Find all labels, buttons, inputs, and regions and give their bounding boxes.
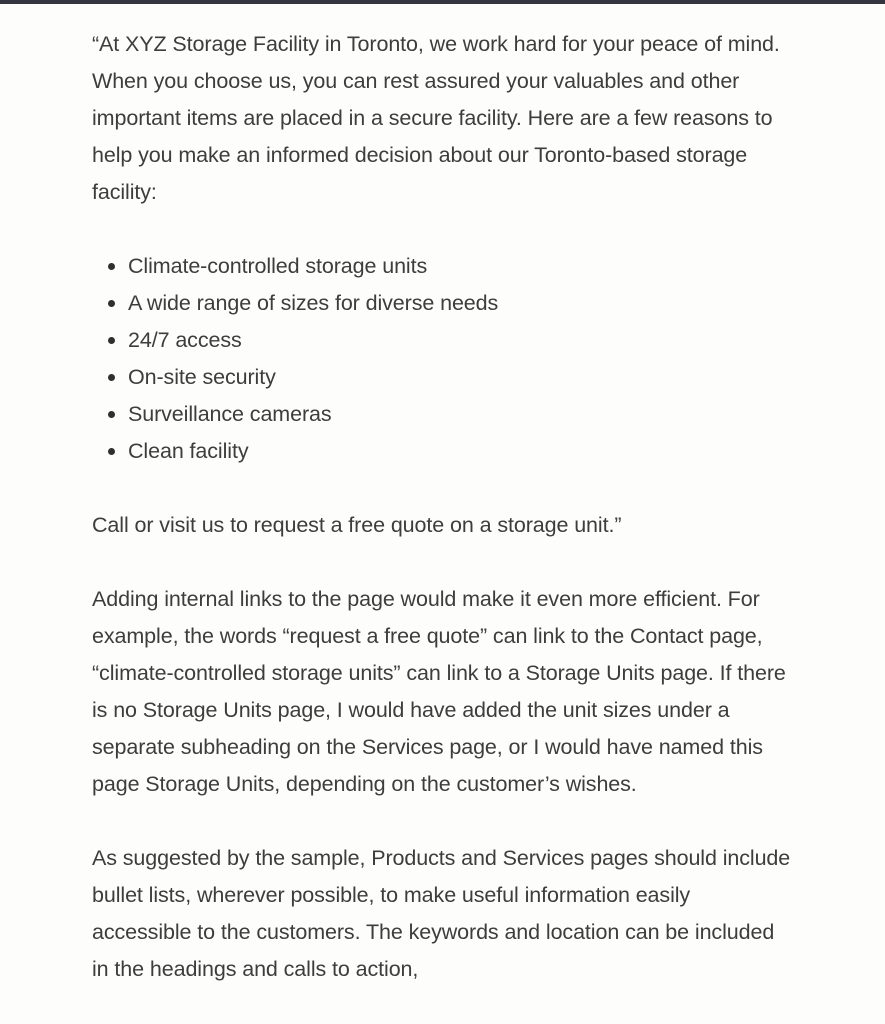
- list-item: Surveillance cameras: [128, 396, 772, 433]
- list-item: A wide range of sizes for diverse needs: [128, 285, 772, 322]
- commentary-paragraph-bullet-lists: As suggested by the sample, Products and Services pages should include bullet lists, wherever possible, to make useful information easily accessible to the customers. The keywords and location can be included in the headings and calls to action,: [92, 846, 791, 981]
- list-item: Clean facility: [128, 433, 772, 470]
- quote-outro-paragraph: Call or visit us to request a free quote on a storage unit.”: [92, 513, 622, 537]
- document-body: [0, 4, 792, 988]
- list-item: On-site security: [128, 359, 772, 396]
- feature-bullet-list: [92, 248, 772, 470]
- commentary-paragraph-internal-links: Adding internal links to the page would make it even more efficient. For example, the words “request a free quote” can link to the Contact page, “climate-controlled storage units” can link to a Storage Units page. If there is no Storage Units page, I would have added the unit sizes under a separate subheading on the Services page, or I would have named this page Storage Units, depending on the customer’s wishes.: [92, 587, 786, 796]
- list-item: 24/7 access: [128, 322, 772, 359]
- list-item: Climate-controlled storage units: [128, 248, 772, 285]
- quote-intro-paragraph: “At XYZ Storage Facility in Toronto, we work hard for your peace of mind. When you choose us, you can rest assured your valuables and other important items are placed in a secure facility. Here are a few reasons to help you make an informed decision about our Toronto-based storage facility:: [92, 32, 780, 204]
